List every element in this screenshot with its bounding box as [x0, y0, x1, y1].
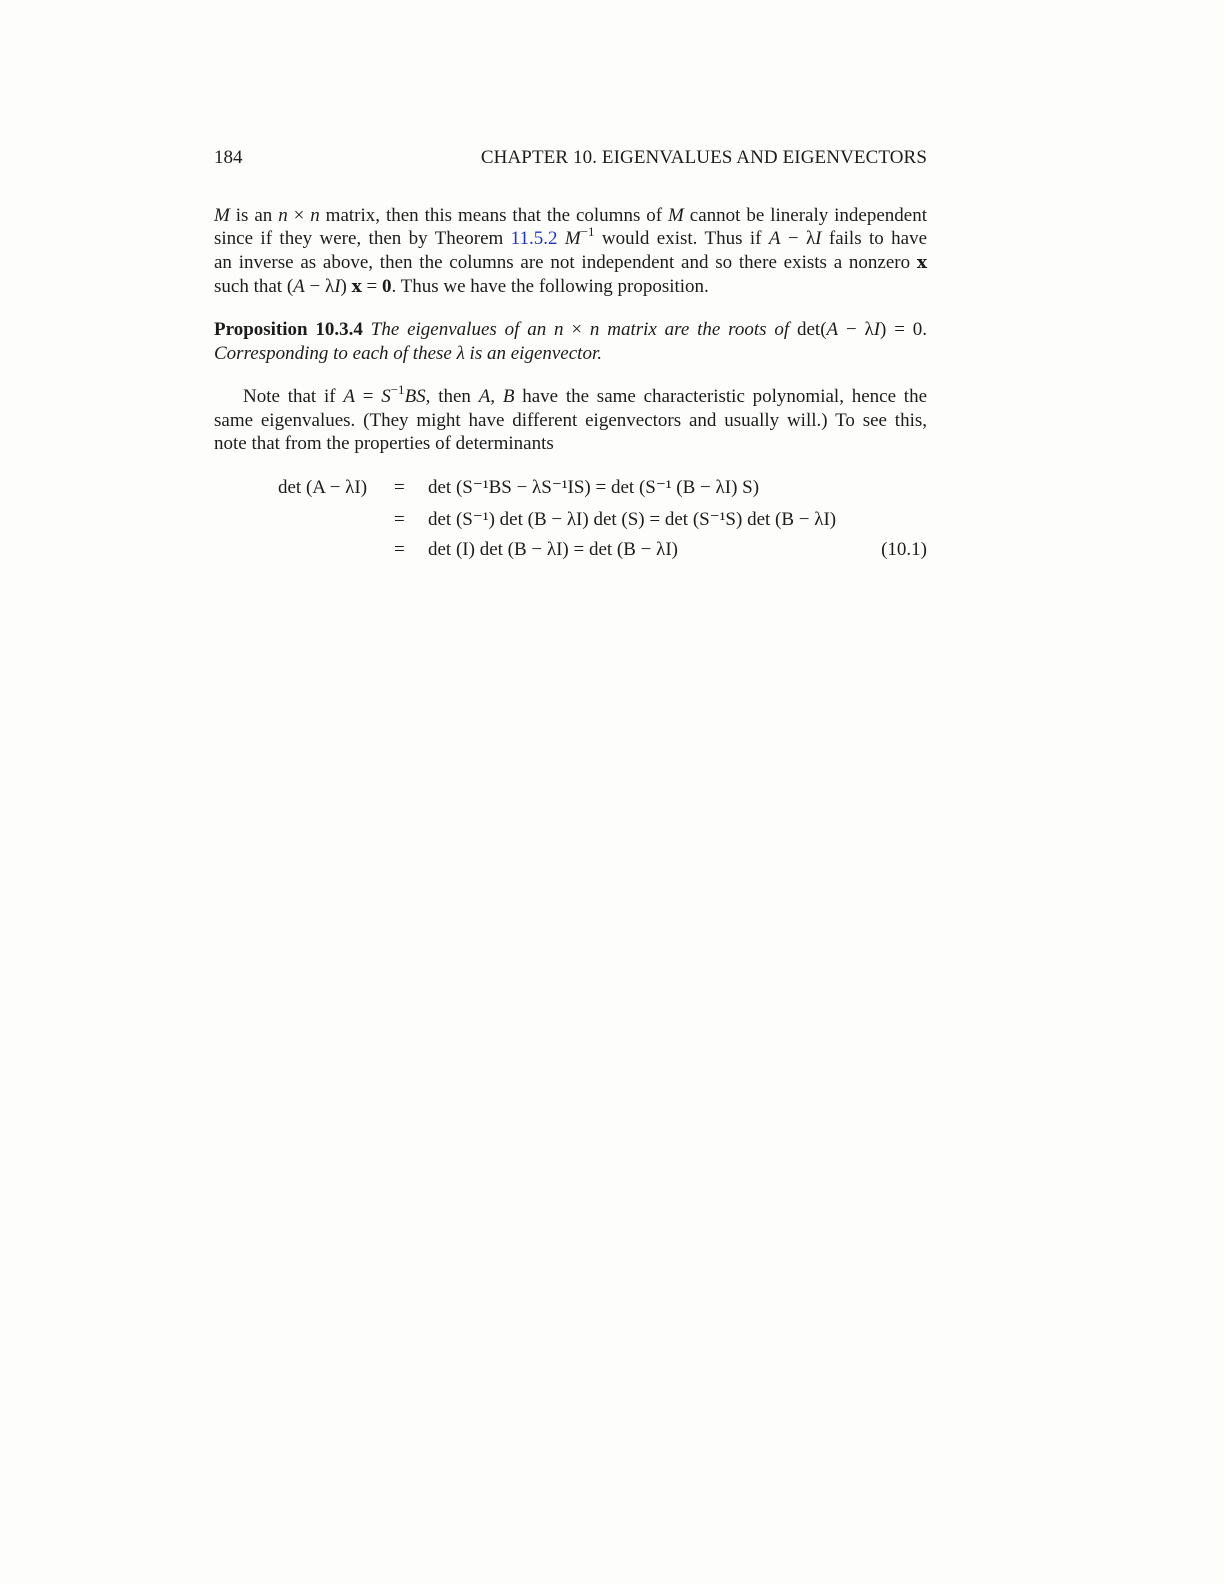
paragraph-2-line-1: Note that if $A = S^{-1}BS$, then A, B have the same characteristic polynomial, hence the: [243, 381, 927, 407]
equation-eq-sign-3: =: [394, 539, 405, 560]
paragraph-1-line-1: M is an n × n matrix, then this means that the columns of M cannot be lineraly independent: [214, 205, 928, 226]
equation-row-2: det (S⁻¹) det (B − λI) det (S) = det (S⁻¹S) det (B − λI): [428, 509, 837, 530]
proposition-line-2: Corresponding to each of these λ is an eigenvector.: [214, 343, 602, 364]
equation-row-1: det (S⁻¹BS − λS⁻¹IS) = det (S⁻¹ (B − λI) S): [428, 477, 760, 498]
running-head: CHAPTER 10. EIGENVALUES AND EIGENVECTORS: [480, 147, 927, 168]
equation-lhs: det (A − λI): [278, 477, 368, 498]
page-number: 184: [214, 147, 243, 168]
paragraph-2-line-2: same eigenvalues. (They might have different eigenvectors and usually will.) To see this,: [214, 410, 927, 431]
equation-number: (10.1): [881, 539, 927, 560]
equation-eq-sign-1: =: [394, 477, 405, 498]
proposition-line-1: Proposition 10.3.4 The eigenvalues of an n × n matrix are the roots of det(A − λI) = 0.: [214, 319, 927, 340]
paragraph-1-line-4: such that (A − λI) x = 0. Thus we have the following proposition.: [214, 276, 709, 297]
proposition-label: Proposition 10.3.4: [214, 319, 363, 340]
theorem-link[interactable]: 11.5.2: [510, 228, 558, 249]
paragraph-2-line-3: note that from the properties of determinants: [214, 433, 554, 454]
equation-row-3: det (I) det (B − λI) = det (B − λI): [428, 539, 678, 560]
equation-eq-sign-2: =: [394, 509, 405, 530]
paragraph-1-line-2: since if they were, then by Theorem 11.5.2 $M^{-1}$ would exist. Thus if A − λI fails to have: [214, 223, 928, 249]
paragraph-1-line-3: an inverse as above, then the columns are not independent and so there exists a nonzero x: [214, 252, 927, 273]
